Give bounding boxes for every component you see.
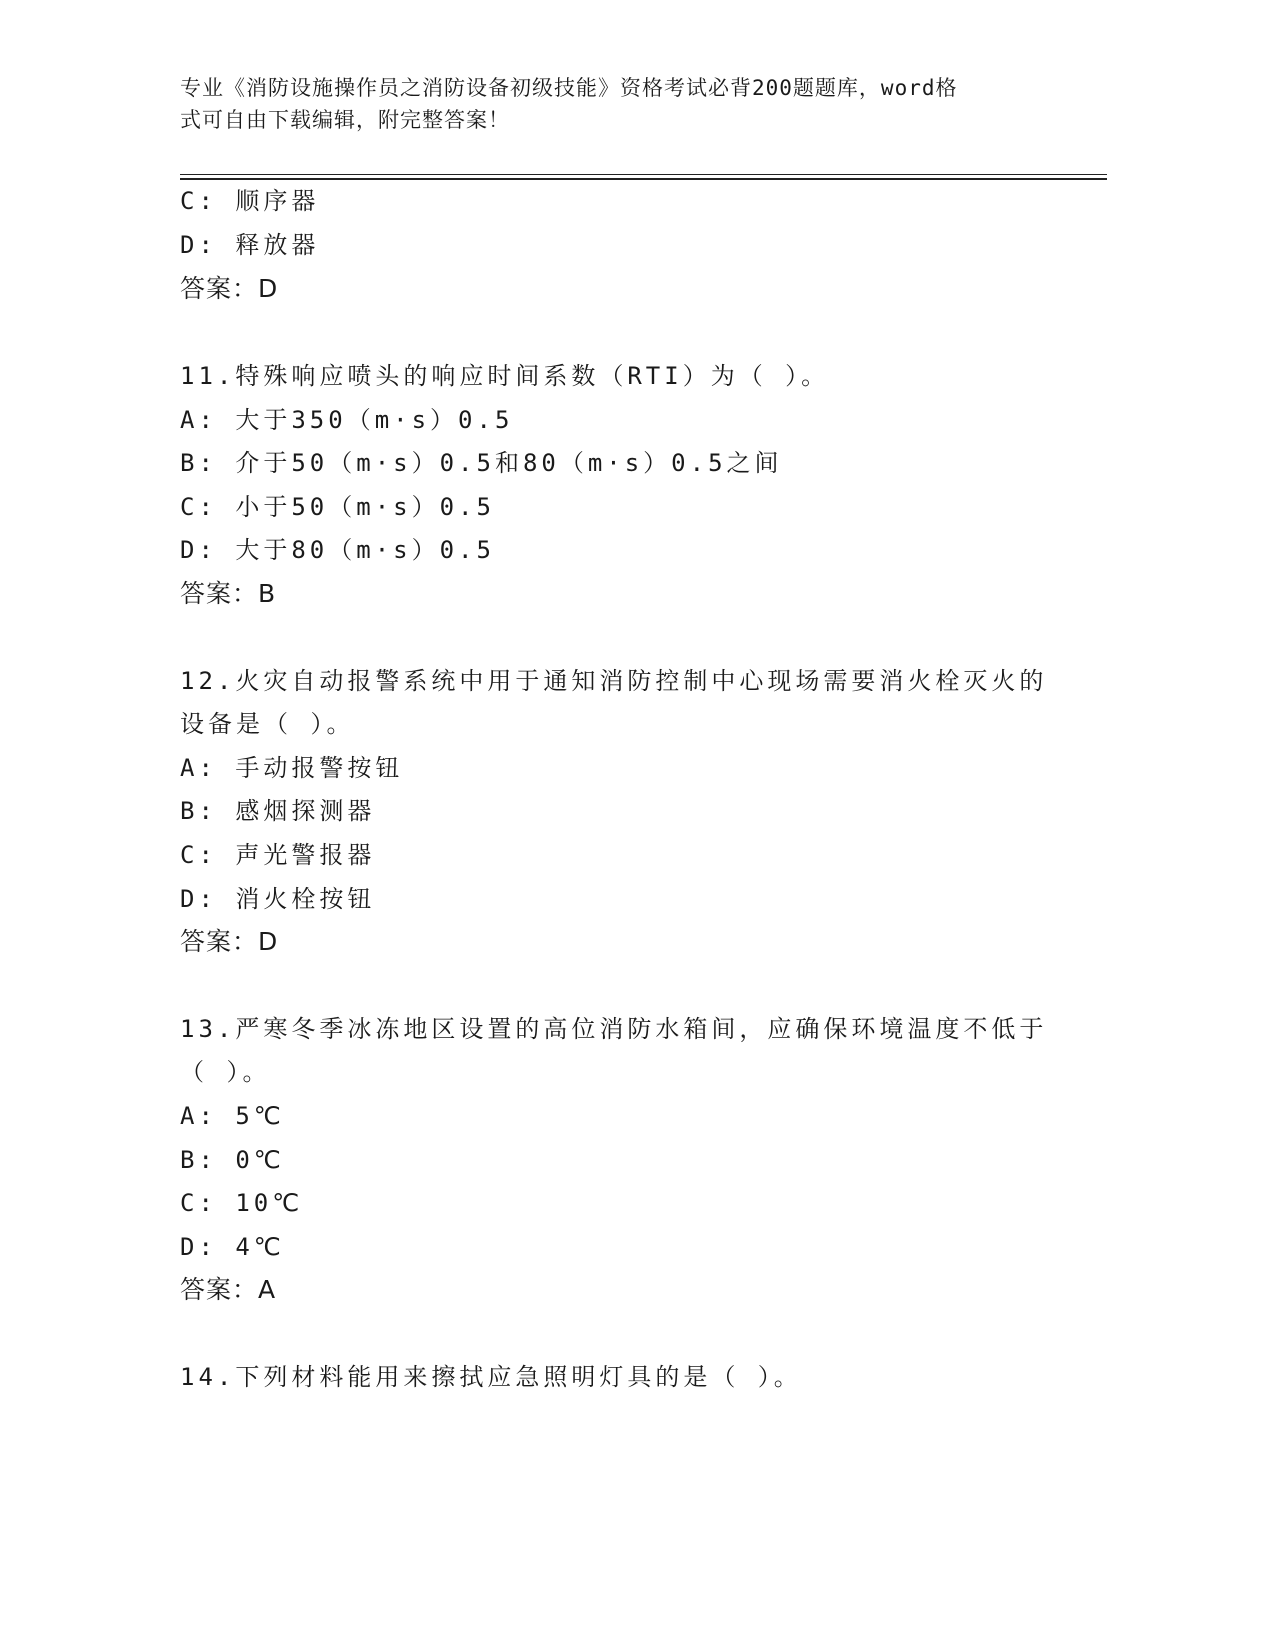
q12-option-b: B: 感烟探测器 [180, 797, 376, 825]
q11-answer: 答案：B [180, 579, 277, 608]
q13-stem-line-2: （ ）。 [180, 1058, 271, 1086]
q12-option-c: C: 声光警报器 [180, 841, 376, 869]
header-line-2: 式可自由下载编辑，附完整答案！ [180, 108, 510, 132]
q13-answer: 答案：A [180, 1275, 277, 1304]
q11-option-d: D: 大于80（m·s）0.5 [180, 536, 495, 564]
q11-option-c: C: 小于50（m·s）0.5 [180, 493, 495, 521]
header-divider-thin [180, 174, 1107, 175]
prev-option-c: C: 顺序器 [180, 187, 320, 215]
q12-answer: 答案：D [180, 927, 279, 956]
q13-option-c: C: 10℃ [180, 1189, 304, 1217]
q14-stem: 14.下列材料能用来擦拭应急照明灯具的是（ ）。 [180, 1363, 802, 1391]
prev-answer: 答案：D [180, 274, 279, 303]
q12-option-a: A: 手动报警按钮 [180, 754, 404, 782]
q11-option-a: A: 大于350（m·s）0.5 [180, 406, 514, 434]
header-line-1: 专业《消防设施操作员之消防设备初级技能》资格考试必背200题题库，word格 [180, 76, 958, 100]
q12-option-d: D: 消火栓按钮 [180, 885, 376, 913]
q13-option-a: A: 5℃ [180, 1102, 285, 1130]
q12-stem-line-2: 设备是（ ）。 [180, 710, 355, 738]
q13-stem-line-1: 13.严寒冬季冰冻地区设置的高位消防水箱间，应确保环境温度不低于 [180, 1015, 1048, 1043]
header-divider-thick [180, 178, 1107, 180]
q13-option-d: D: 4℃ [180, 1233, 285, 1261]
document-header [180, 72, 1070, 136]
q11-stem: 11.特殊响应喷头的响应时间系数（RTI）为（ ）。 [180, 362, 830, 390]
q11-option-b: B: 介于50（m·s）0.5和80（m·s）0.5之间 [180, 449, 783, 477]
prev-option-d: D: 释放器 [180, 231, 320, 259]
q13-option-b: B: 0℃ [180, 1146, 285, 1174]
q12-stem-line-1: 12.火灾自动报警系统中用于通知消防控制中心现场需要消火栓灭火的 [180, 667, 1048, 695]
